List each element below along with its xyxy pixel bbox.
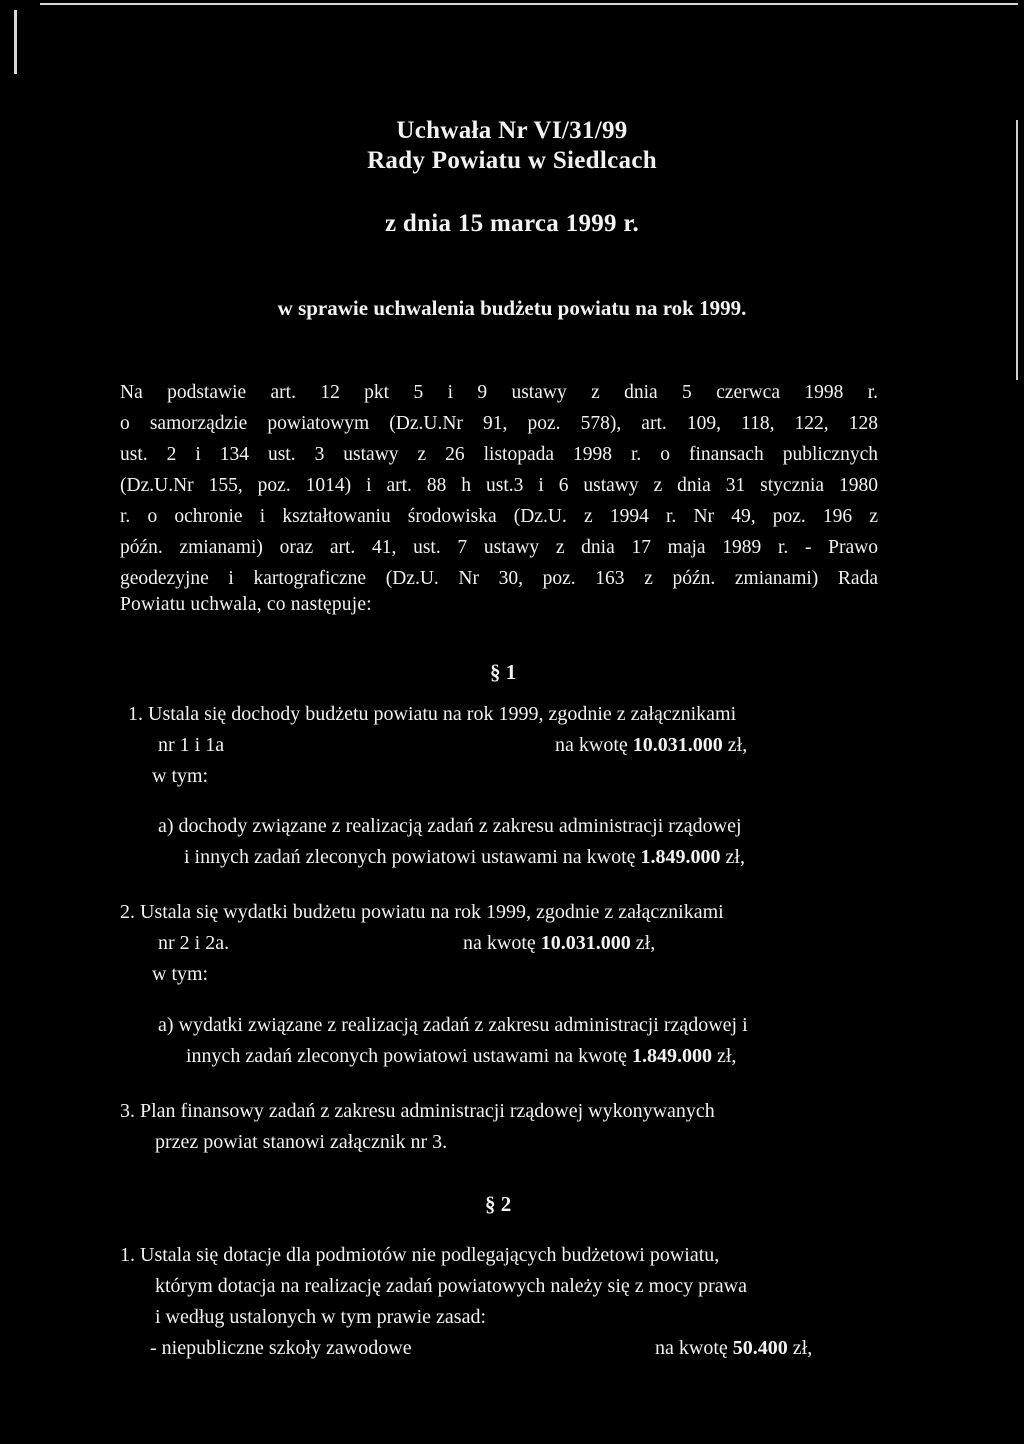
- item-2-1-line: którym dotacja na realizację zadań powiatowych należy się z mocy prawa: [155, 1275, 747, 1297]
- item-1-3-line: 3. Plan finansowy zadań z zakresu administracji rządowej wykonywanych: [120, 1100, 715, 1122]
- item-1-2-sub-a-amount: innych zadań zleconych powiatowi ustawami na kwotę 1.849.000 zł,: [186, 1045, 737, 1067]
- resolution-council: Rady Powiatu w Siedlcach: [367, 147, 657, 174]
- preamble-line: Powiatu uchwala, co następuje:: [120, 594, 372, 615]
- resolution-subject: w sprawie uchwalenia budżetu powiatu na rok 1999.: [277, 296, 747, 320]
- section-1-heading: § 1: [490, 660, 517, 684]
- preamble-line: o samorządzie powiatowym (Dz.U.Nr 91, poz. 578), art. 109, 118, 122, 128: [120, 413, 878, 434]
- item-1-2-line: 2. Ustala się wydatki budżetu powiatu na rok 1999, zgodnie z załącznikami: [120, 901, 724, 923]
- item-2-1-line: i według ustalonych w tym prawie zasad:: [155, 1306, 487, 1328]
- item-2-1-line: - niepubliczne szkoły zawodowe: [150, 1337, 412, 1359]
- item-1-3-line: przez powiat stanowi załącznik nr 3.: [155, 1131, 448, 1153]
- resolution-date: z dnia 15 marca 1999 r.: [384, 210, 640, 237]
- item-1-2-amount: na kwotę 10.031.000 zł,: [463, 932, 656, 954]
- item-1-1-sub-a: a) dochody związane z realizacją zadań z zakresu administracji rządowej: [158, 815, 742, 837]
- item-1-1-sub-a-amount: i innych zadań zleconych powiatowi ustawami na kwotę 1.849.000 zł,: [184, 846, 745, 868]
- preamble-line: geodezyjne i kartograficzne (Dz.U. Nr 30, poz. 163 z późn. zmianami) Rada: [120, 568, 878, 589]
- resolution-title: Uchwała Nr VI/31/99: [396, 117, 628, 144]
- preamble-line: Na podstawie art. 12 pkt 5 i 9 ustawy z dnia 5 czerwca 1998 r.: [120, 382, 878, 403]
- preamble-line: ust. 2 i 134 ust. 3 ustawy z 26 listopada 1998 r. o finansach publicznych: [120, 444, 878, 465]
- section-2-heading: § 2: [485, 1192, 512, 1216]
- item-1-2-line: nr 2 i 2a.: [158, 932, 230, 954]
- preamble-line: r. o ochronie i kształtowaniu środowiska (Dz.U. z 1994 r. Nr 49, poz. 196 z: [120, 506, 878, 527]
- item-2-1-amount: na kwotę 50.400 zł,: [655, 1337, 813, 1359]
- item-1-1-amount: na kwotę 10.031.000 zł,: [555, 734, 748, 756]
- item-1-1-line: 1. Ustala się dochody budżetu powiatu na rok 1999, zgodnie z załącznikami: [128, 703, 737, 725]
- item-1-1-line: nr 1 i 1a: [158, 734, 225, 756]
- item-1-1-line: w tym:: [152, 765, 209, 787]
- item-1-2-line: w tym:: [152, 963, 209, 985]
- item-1-2-sub-a: a) wydatki związane z realizacją zadań z zakresu administracji rządowej i: [158, 1014, 748, 1036]
- preamble-line: późn. zmianami) oraz art. 41, ust. 7 ustawy z dnia 17 maja 1989 r. - Prawo: [120, 537, 878, 558]
- item-2-1-line: 1. Ustala się dotacje dla podmiotów nie podlegających budżetowi powiatu,: [120, 1244, 720, 1266]
- preamble-line: (Dz.U.Nr 155, poz. 1014) i art. 88 h ust.3 i 6 ustawy z dnia 31 stycznia 1980: [120, 475, 878, 496]
